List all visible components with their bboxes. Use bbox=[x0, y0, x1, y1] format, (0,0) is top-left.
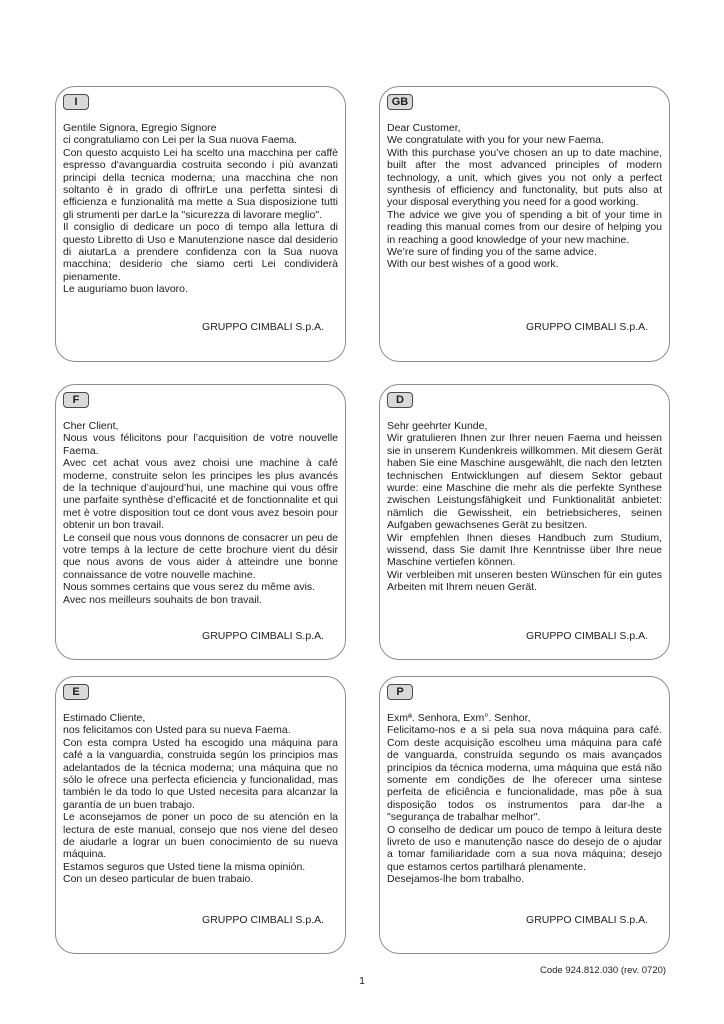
card-french bbox=[55, 384, 346, 660]
signature: GRUPPO CIMBALI S.p.A. bbox=[526, 321, 648, 333]
card-text bbox=[63, 122, 338, 296]
paragraph: Il consiglio di dedicare un poco di tempo alla lettura di questo Libretto di Uso e Manutenzione nasce dal desiderio di aiutarLa a prendere confidenza con la Sua nuova macchina; desiderio che siamo certi Lei condividerà pienamente. bbox=[63, 221, 338, 283]
card-text bbox=[387, 420, 662, 594]
card-german bbox=[379, 384, 670, 660]
language-badge-pt: P bbox=[387, 684, 413, 700]
card-italian bbox=[55, 86, 346, 362]
card-text bbox=[63, 420, 338, 606]
paragraph: Wir empfehlen Ihnen dieses Handbuch zum Studium, wissend, dass Sie damit Ihre Kenntnisse über Ihre neue Maschine vertiefen können. bbox=[387, 531, 662, 569]
paragraph: Con esta compra Usted ha escogido una máquina para café a la vanguardia, construida según los principios mas adelantados de la técnica moderna; una máquina que no sólo le ofrece una perfecta eficiencia y funcionalidad, mas también le da todo lo que Usted necesita para alcanzar la garantía de un buen trabajo. bbox=[63, 736, 338, 811]
paragraph: Felicitamo-nos e a si pela sua nova máquina para café. Com deste acquisição escolheu uma máquina para café de vanguarda, construída segundo os mais avançados princípios da técnica moderna, uma máquina que está não somente em condições de lhe oferecer uma sintese perfeita de eficiência e funcionalidade, mas põe à sua disposição todos os instrumentos para dar-lhe a "segurança de trabalhar melhor". bbox=[387, 724, 662, 824]
paragraph: Sehr geehrter Kunde, bbox=[387, 420, 488, 432]
paragraph: Con un deseo particular de buen trabaio. bbox=[63, 873, 254, 886]
paragraph: Avec nos meilleurs souhaits de bon travail. bbox=[63, 593, 262, 606]
paragraph: Estimado Cliente, bbox=[63, 712, 146, 724]
paragraph: Desejamos-lhe bom trabalho. bbox=[387, 873, 525, 886]
paragraph: We congratulate with you for your new Faema. bbox=[387, 134, 604, 147]
paragraph: Con questo acquisto Lei ha scelto una macchina per caffè espresso d'avanguardia costruita secondo i più avanzati principi della tecnica moderna; una macchina che non soltanto è in grado di offrirLe una perfetta sintesi di efficienza e funzionalità ma mette a Sua disposizione tutti gli strumenti per darLe la "sicurezza di lavorare meglio". bbox=[63, 146, 338, 221]
signature: GRUPPO CIMBALI S.p.A. bbox=[526, 914, 648, 926]
paragraph: Le auguriamo buon lavoro. bbox=[63, 283, 188, 296]
paragraph: Avec cet achat vous avez choisi une machine à café moderne, construite selon les principes les plus avancés de la technique d’aujourd’hui, une machine qui vous offre une parfaite synthèse d’efficacité et de fonctionnalite et qui met è votre disposition tout ce dont vous avez besoin pour obtenir un bon travail. bbox=[63, 457, 338, 532]
card-text bbox=[63, 712, 338, 886]
page-number: 1 bbox=[359, 975, 365, 987]
paragraph: Wir gratulieren Ihnen zur Ihrer neuen Faema und heissen sie in unserem Kundenkreis willkommen. Mit diesem Gerät haben Sie eine Maschine ausgewählt, die nach den letzten technischen Entwicklungen auf diesem Sektor gebaut wurde: eine Maschine die mehr als die perfekte Synthese zwischen Leistungsfähigkeit und Funktionalität anbietet: nämlich die Gewissheit, ein betriebsicheres, seinen Aufgaben gewachsenes Gerät zu besitzen. bbox=[387, 432, 662, 532]
paragraph: With this purchase you’ve chosen an up to date machine, built after the most advanced principles of modern technology, a unit, which gives you not only a perfect synthesis of efficiency and functonality, but puts also at your disposal everything you need for a good working. bbox=[387, 146, 662, 209]
paragraph: We’re sure of finding you of the same advice. bbox=[387, 246, 597, 259]
card-english bbox=[379, 86, 670, 362]
language-badge-gb: GB bbox=[387, 94, 413, 110]
language-badge-es: E bbox=[63, 684, 89, 700]
card-portuguese bbox=[379, 676, 670, 954]
paragraph: Le conseil que nous vous donnons de consacrer un peu de votre temps à la lecture de cette brochure vient du désir que nous avons de vous aider à atteindre une bonne connaissance de votre nouvelle machine. bbox=[63, 531, 338, 581]
paragraph: The advice we give you of spending a bit of your time in reading this manual comes from our desire of helping you in reaching a good knowledge of your new machine. bbox=[387, 208, 662, 246]
signature: GRUPPO CIMBALI S.p.A. bbox=[202, 630, 324, 642]
paragraph: Gentile Signora, Egregio Signore bbox=[63, 122, 217, 134]
paragraph: O conselho de dedicar um pouco de tempo à leitura deste livreto de uso e manutenção nasce do desejo de o ajudar a tomar familiaridade com a sua nova máquina; desejo que estamos certos partilhará plenamente. bbox=[387, 823, 662, 873]
language-badge-de: D bbox=[387, 392, 413, 408]
paragraph: Nous vous félicitons pour l’acquisition de votre nouvelle Faema. bbox=[63, 432, 338, 457]
signature: GRUPPO CIMBALI S.p.A. bbox=[202, 914, 324, 926]
language-badge-it: I bbox=[63, 94, 89, 110]
paragraph: With our best wishes of a good work. bbox=[387, 258, 559, 271]
paragraph: Estamos seguros que Usted tiene la misma opinión. bbox=[63, 860, 306, 873]
card-text bbox=[387, 122, 662, 271]
paragraph: Exmª. Senhora, Exm°. Senhor, bbox=[387, 712, 531, 724]
paragraph: Le aconsejamos de poner un poco de su atención en la lectura de este manual, consejo que nos viene del deseo de aiudarle a lograr un buen conocimiento de su nueva máquina. bbox=[63, 811, 338, 861]
signature: GRUPPO CIMBALI S.p.A. bbox=[202, 321, 324, 333]
paragraph: nos felicitamos con Usted para su nueva Faema. bbox=[63, 724, 291, 737]
paragraph: Dear Customer, bbox=[387, 122, 461, 134]
card-spanish bbox=[55, 676, 346, 954]
signature: GRUPPO CIMBALI S.p.A. bbox=[526, 630, 648, 642]
paragraph: Nous sommes certains que vous serez du même avis. bbox=[63, 581, 316, 594]
paragraph: ci congratuliamo con Lei per la Sua nuova Faema. bbox=[63, 134, 298, 147]
document-code: Code 924.812.030 (rev. 0720) bbox=[540, 965, 667, 976]
paragraph: Wir verbleiben mit unseren besten Wünschen für ein gutes Arbeiten mit Ihrem neuen Gerät. bbox=[387, 568, 662, 594]
language-badge-fr: F bbox=[63, 392, 89, 408]
card-text bbox=[387, 712, 662, 886]
paragraph: Cher Client, bbox=[63, 420, 119, 432]
